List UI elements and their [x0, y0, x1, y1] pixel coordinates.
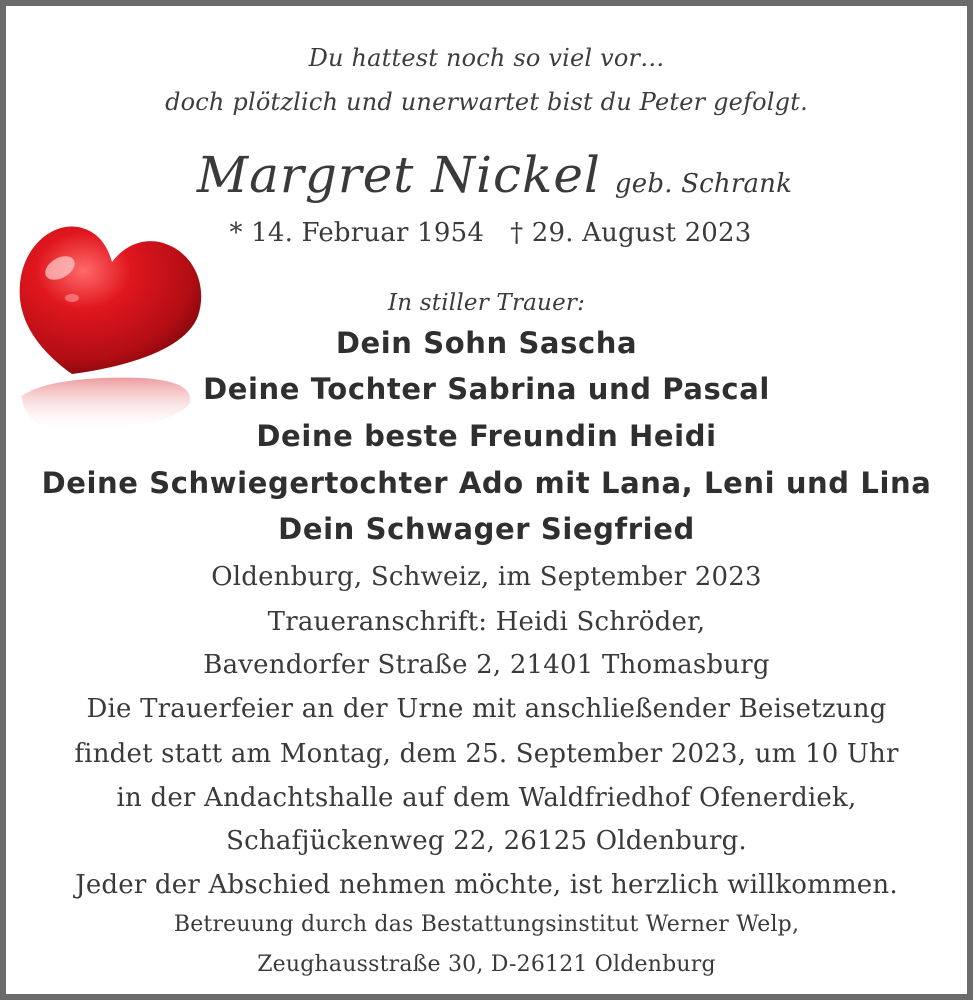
ceremony-line-1: Die Trauerfeier an der Urne mit anschließender Beisetzung: [86, 694, 887, 724]
ceremony-line-4: Schafjückenweg 22, 26125 Oldenburg.: [226, 826, 747, 856]
mourner-line: Dein Schwager Siegfried: [278, 512, 695, 546]
life-dates: [6, 218, 971, 248]
mourner-line: Deine Tochter Sabrina und Pascal: [203, 372, 770, 406]
ceremony-line-5: Jeder der Abschied nehmen möchte, ist herzlich willkommen.: [75, 870, 898, 900]
birth-name: geb. Schrank: [614, 169, 793, 199]
ceremony-line-2: findet statt am Montag, dem 25. September 2023, um 10 Uhr: [74, 739, 899, 769]
address-line-2: Bavendorfer Straße 2, 21401 Thomasburg: [203, 650, 770, 680]
mourner-line: Deine Schwiegertochter Ado mit Lana, Leni und Lina: [41, 466, 932, 500]
place-date: Oldenburg, Schweiz, im September 2023: [211, 562, 762, 592]
deceased-name: Margret Nickel: [196, 146, 601, 204]
intro-line-1: Du hattest noch so viel vor…: [308, 44, 665, 72]
death-date: † 29. August 2023: [510, 218, 752, 248]
mourning-label: In stiller Trauer:: [387, 290, 586, 316]
funeral-home-line-1: Betreuung durch das Bestattungsinstitut Werner Welp,: [173, 912, 800, 937]
intro-line-2: doch plötzlich und unerwartet bist du Peter gefolgt.: [165, 88, 808, 116]
address-line-1: Traueranschrift: Heidi Schröder,: [267, 607, 706, 637]
mourner-line: Deine beste Freundin Heidi: [256, 419, 717, 453]
mourner-line: Dein Sohn Sascha: [335, 326, 638, 360]
ceremony-line-3: in der Andachtshalle auf dem Waldfriedhof Ofenerdiek,: [116, 783, 857, 813]
deceased-name-row: [6, 146, 973, 204]
birth-date: * 14. Februar 1954: [229, 218, 485, 248]
funeral-home-line-2: Zeughausstraße 30, D-26121 Oldenburg: [257, 952, 716, 977]
